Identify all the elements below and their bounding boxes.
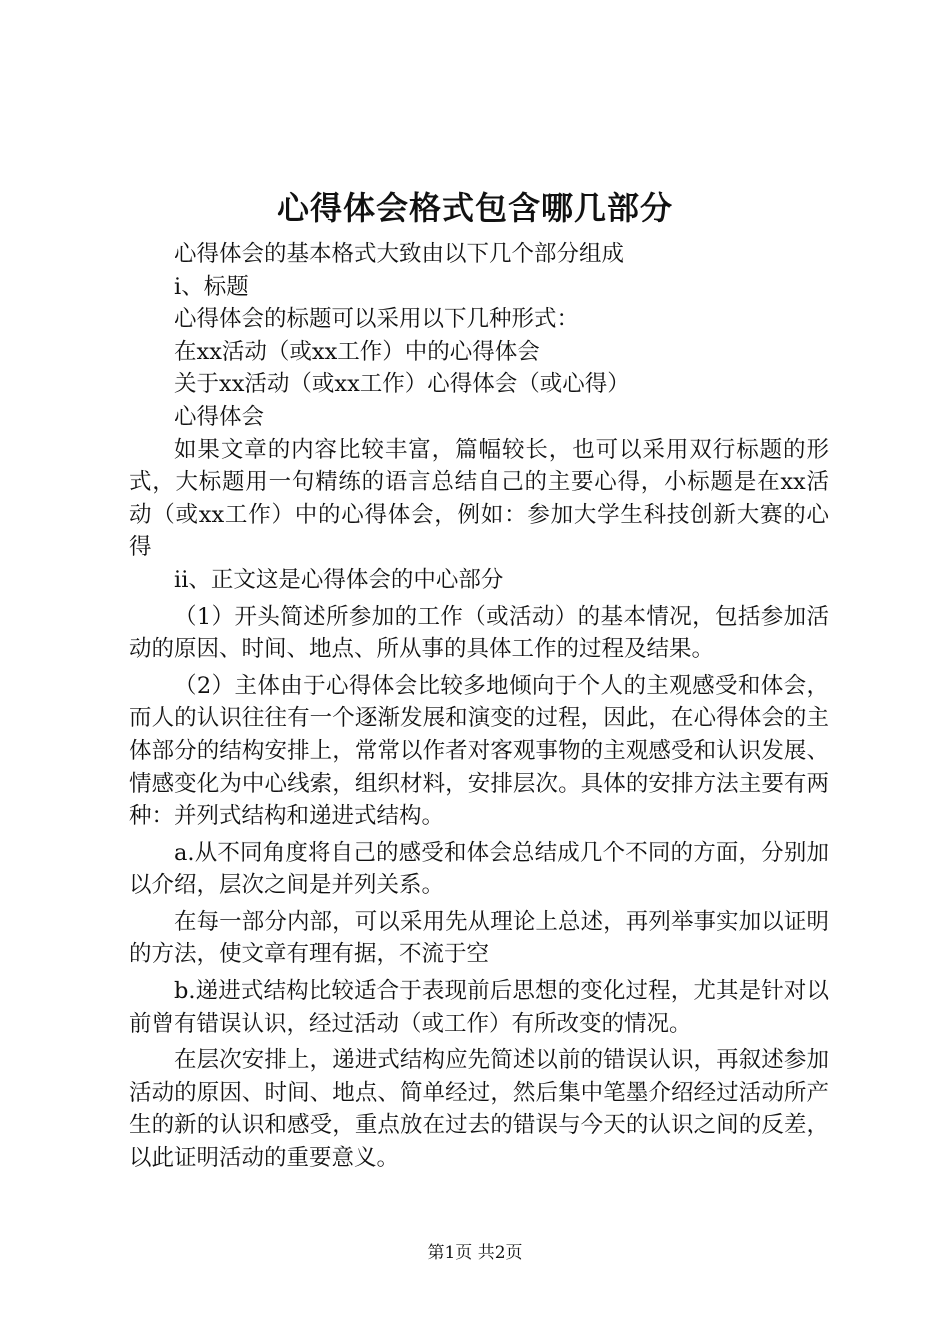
paragraph: 心得体会的标题可以采用以下几种形式： [174,306,580,333]
paragraph: 心得体会 [174,403,265,430]
paragraph: b.递进式结构比较适合于表现前后思想的变化过程，尤其是针对以前曾有错误认识，经过活动（或工作）有所改变的情况。 [129,978,829,1037]
paragraph: a.从不同角度将自己的感受和体会总结成几个不同的方面，分别加以介绍，层次之间是并列关系。 [129,839,829,899]
document-body [129,238,829,1175]
paragraph: 在层次安排上，递进式结构应先简述以前的错误认识，再叙述参加活动的原因、时间、地点、简单经过，然后集中笔墨介绍经过活动所产生的新的认识和感受，重点放在过去的错误与今天的认识之间的反差，以此证明活动的重要意义。 [129,1047,829,1172]
paragraph: i、标题 [174,273,249,300]
document-title: 心得体会格式包含哪几部分 [276,189,673,227]
paragraph: 关于xx活动（或xx工作）心得体会（或心得） [174,371,630,398]
paragraph: ii、正文这是心得体会的中心部分 [174,566,504,593]
paragraph: （2）主体由于心得体会比较多地倾向于个人的主观感受和体会，而人的认识往往有一个逐渐发展和演变的过程，因此，在心得体会的主体部分的结构安排上，常常以作者对客观事物的主观感受和认识发展、情感变化为中心线索，组织材料，安排层次。具体的安排方法主要有两种：并列式结构和递进式结构。 [129,672,829,830]
paragraph: 在xx活动（或xx工作）中的心得体会 [174,338,540,365]
page-footer: 第1页 共2页 [427,1243,523,1263]
paragraph: （1）开头简述所参加的工作（或活动）的基本情况，包括参加活动的原因、时间、地点、所从事的具体工作的过程及结果。 [129,603,829,663]
paragraph: 心得体会的基本格式大致由以下几个部分组成 [174,241,625,267]
paragraph: 如果文章的内容比较丰富，篇幅较长，也可以采用双行标题的形式，大标题用一句精练的语言总结自己的主要心得，小标题是在xx活动（或xx工作）中的心得体会，例如：参加大学生科技创新大赛的心得 [129,436,829,561]
paragraph: 在每一部分内部，可以采用先从理论上总述，再列举事实加以证明的方法，使文章有理有据，不流于空 [129,908,829,968]
